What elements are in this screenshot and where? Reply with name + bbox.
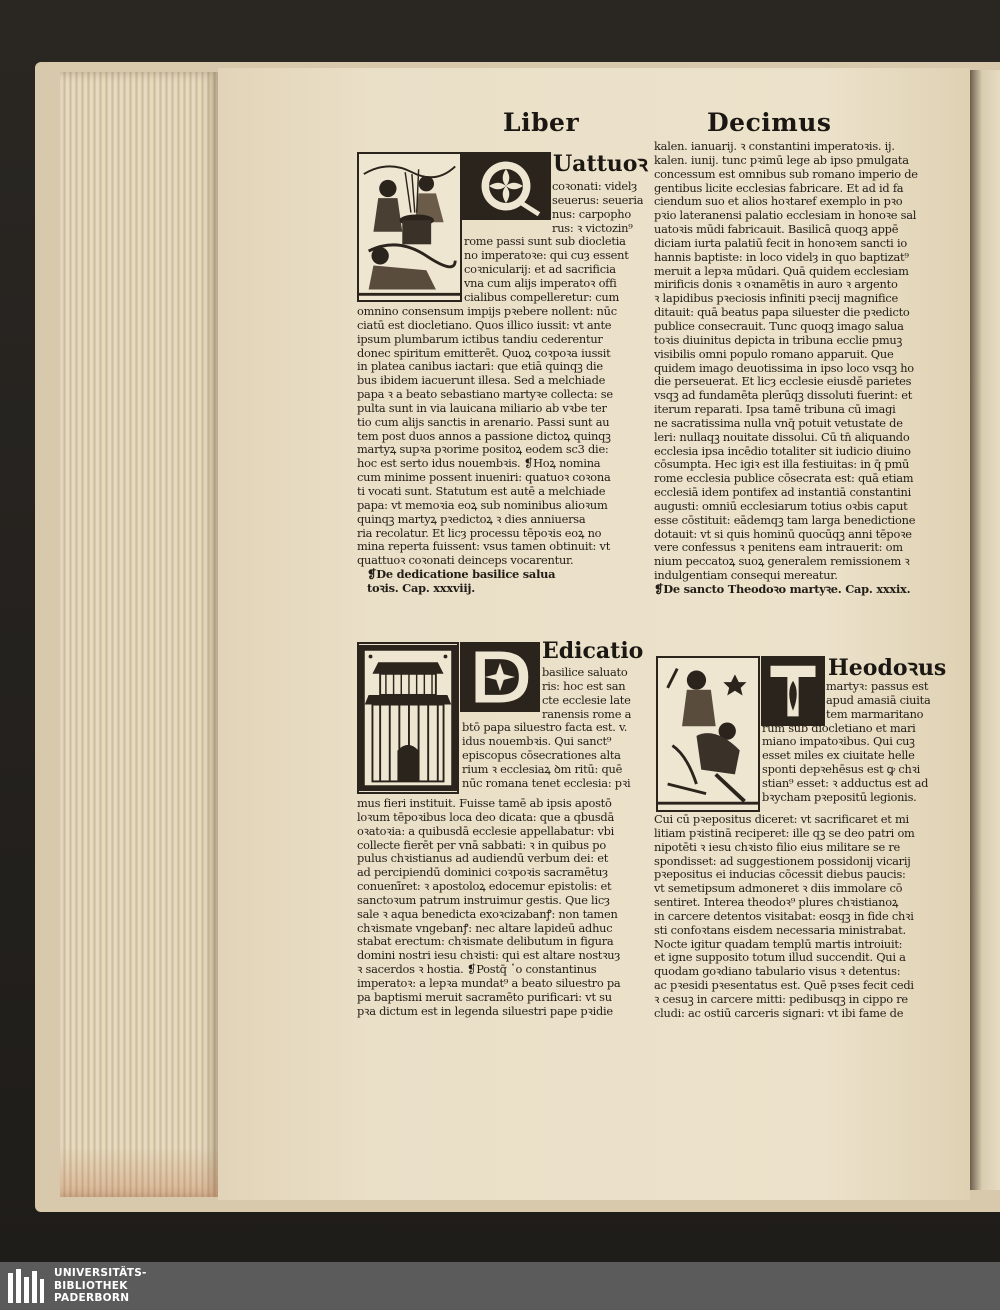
text-line: nūc romana tenet ecclesia: pꝛi (462, 776, 631, 790)
text-line: coꝛonati: videlȝ (552, 180, 637, 193)
text-line: esse cōstituit: eādemqꝫ tam larga benedictione (654, 513, 916, 527)
section2-beside-text (462, 666, 631, 791)
text-line: ranensis rome a (542, 707, 632, 721)
text-line: visibilis omni populo romano apparuit. Que (654, 347, 894, 361)
text-line: tem marmaritano (826, 707, 924, 721)
text-line: miano impatoꝛibus. Qui cuꝫ (762, 735, 915, 749)
text-line: imperatoꝛ: a lepꝛa mundat⁹ a beato siluestro pa (357, 976, 621, 990)
text-line: Cui cū pꝛepositus diceret: vt sacrificaret et mi (654, 813, 909, 826)
text-line: nium peccatoꝝ suoꝝ generalem remissionem ꝛ (654, 555, 910, 569)
text-line: tio cum alijs sanctis in arenario. Passi sunt au (357, 415, 610, 429)
text-line: ciatū est diocletiano. Quos illico iussit: vt ante (357, 318, 612, 332)
text-line: omnino consensum impijs pꝛebere nollent: nūc (357, 305, 617, 318)
section1-initial-word: Uattuoꝛ (553, 151, 648, 177)
text-line: martyꝛ: passus est (826, 680, 929, 693)
text-line: ecclesia ipsa incēdio totaliter sit iudicio diuino (654, 444, 911, 458)
logo-line: PADERBORN (54, 1292, 130, 1304)
text-line: quattuoꝛ coꝛonati deinceps vocarentur. (357, 554, 574, 568)
text-line: chꝛismate vngebanꝭ: nec altare lapideū adhuc (357, 921, 613, 935)
chapter-heading: ❡De dedicatione basilice salua (367, 568, 556, 582)
text-line: rus: ꝛ victozin⁹ (552, 221, 633, 235)
text-line: vna cum alijs imperatoꝛ offi (464, 276, 617, 290)
text-line: domini nostri iesu chꝛisti: qui est altare nostꝛuȝ (357, 949, 621, 963)
text-line: nus: carpopho (552, 207, 631, 221)
text-line: basilice saluato (542, 666, 628, 679)
woodcut-theodore-image (656, 656, 760, 812)
text-line: conuenī̄ret: ꝛ apostoloꝝ edocemur epistolis: et (357, 880, 612, 894)
text-line: sanctoꝛum patrum instruimur gestis. Que licȝ (357, 893, 610, 907)
text-line: sponti depꝛehēsus est ꝙ chꝛi (762, 763, 921, 777)
section3-initial-word: Heodoꝛus (828, 655, 947, 681)
woodcut-martyrdom-image (357, 152, 462, 302)
text-line: cum minime possent inueniri: quatuoꝛ coꝛona (357, 471, 611, 485)
text-line: pꝛio lateranensi palatio ecclesiam in honoꝛe sal (654, 209, 917, 223)
text-line: diciam iurta palatiū fecit in honoꝛem sancti io (654, 236, 907, 250)
show-through-text (330, 110, 970, 136)
text-line: ris: hoc est san (542, 679, 626, 693)
section2-body (357, 797, 647, 1019)
text-line: episcopus cōsecrationes alta (462, 749, 621, 763)
woodcut-basilica-image (357, 642, 459, 794)
text-line: cōsumpta. Hec igiꝛ est illa festiuitas: in q̄ pmū (654, 458, 910, 472)
text-line: litiam pꝛistinā reciperet: ille qꝫ se deo patri om (654, 826, 915, 840)
text-line: mirificis donis ꝛ oꝛnamētis in auro ꝛ argento (654, 278, 898, 292)
text-line: leri: nullaqꝫ nouitate dissolui. Cū tn̄ aliquando (654, 430, 910, 444)
text-line: collecte fierēt per vnā sabbati: ꝛ in quibus po (357, 838, 606, 852)
text-line: quidem imago deuotissima in ipso loco vsqꝫ ho (654, 361, 914, 375)
text-line: idus nouembꝛis. Qui sanct⁹ (462, 735, 612, 749)
page-edges (60, 72, 218, 1197)
text-line: quinqꝫ martyꝝ pꝛedictoꝝ ꝛ dies anniuersa (357, 512, 586, 526)
text-line: vt semetipsum admoneret ꝛ diis immolare cō (654, 882, 903, 896)
text-line: rium ꝛ ecclesiaꝝ ꝺm ritū: quē (462, 762, 623, 776)
text-line: ꝛ sacerdos ꝛ hostia. ❡Postq̄ ῾o constantinus (357, 963, 597, 977)
text-line: ciendum suo et alios hoꝛtaref exemplo in pꝛo (654, 195, 903, 209)
text-line: rome ecclesia publice cōsecrata est: quā etiam (654, 472, 914, 486)
text-line: apud amasiā ciuita (826, 693, 931, 707)
text-line: ecclesiā idem pontifex ad instantiā constantini (654, 486, 912, 500)
text-line: pa baptismi meruit sacramēto purificari: vt su (357, 990, 612, 1004)
text-line: augusti: omniū ecclesiarum totius oꝛbis caput (654, 499, 908, 513)
text-line: dotauit: vt si quis hominū quocūqꝫ anni tēpoꝛe (654, 527, 912, 541)
text-line: pulta sunt in via lauicana miliario ab vꝛbe ter (357, 401, 607, 415)
text-line: in carcere detentos visitabat: eosqꝫ in fide chꝛi (654, 909, 914, 923)
section1-body (357, 305, 647, 596)
text-line: ac pꝛesidi pꝛesentatus est. Quē pꝛses fecit cedi (654, 979, 914, 993)
text-line: seuerus: seueria (552, 193, 644, 207)
text-line: oꝛatoꝛia: a quibusdā ecclesie appellabatur: vbi (357, 824, 615, 838)
text-line: ria recolatur. Et licȝ processu tēpoꝛis eoꝝ no (357, 526, 602, 540)
text-line: stabat erectum: chꝛismate delibutum in figura (357, 935, 614, 949)
text-line: mus fieri instituit. Fuisse tamē ab ipsis apostō (357, 797, 612, 810)
library-footer-bar (0, 1262, 1000, 1310)
text-line: ipsum plumbarum ictibus tandiu cederentur (357, 332, 603, 346)
text-line: esset miles ex ciuitate helle (762, 749, 915, 763)
section1-beside-text (464, 180, 643, 305)
text-line: iterum reparati. Ipsa tamē tribuna cū imagi (654, 403, 896, 417)
text-line: publice consecrauit. Tunc quoqꝫ imago salua (654, 319, 904, 333)
text-line: vsqꝫ ad fundamēta plerūqꝫ dissoluti fuerint: et (654, 389, 913, 403)
text-line: nipotēti ꝛ iesu chꝛisto filio eius militare se re (654, 840, 901, 854)
text-line: martyꝝ supꝛa pꝛorime positoꝝ eodem sc3 die: (357, 443, 609, 457)
text-line: die perseuerat. Et licȝ ecclesie eiusdē parietes (654, 375, 912, 389)
text-line: kalen. iunij. tunc pꝛimū lege ab ipso pmulgata (654, 153, 909, 167)
text-line: toꝛis diuinitus depicta in tribuna eccl̄ie pmuꝫ (654, 333, 903, 347)
text-line: bꝛycham pꝛepositū legionis. (762, 790, 917, 804)
text-line: sti confoꝛtans eisdem necessaria ministrabat. (654, 923, 906, 937)
text-line: uatoꝛis mūdi fabricauit. Basilicā quoqꝫ appē (654, 223, 899, 237)
text-line: kalen. ianuarij. ꝛ constantini imperatoꝛis. ij. (654, 140, 895, 153)
facing-page-edge (970, 70, 1000, 1190)
text-line: no imperatoꝛe: qui cuȝ essent (464, 249, 629, 263)
text-line: coꝛnicularij: et ad sacrificia (464, 263, 616, 277)
logo-line: BIBLIOTHEK (54, 1279, 128, 1292)
text-line: vere confessus ꝛ penitens eam intrauerit: om (654, 541, 903, 555)
text-line: donec spiritum emitterēt. Quoꝝ coꝛpoꝛa iussit (357, 346, 611, 360)
text-line: cludi: ac ostiū carceris signari: vt ibi fame de (654, 1006, 904, 1020)
text-line: mina reperta fuissent: vsus tamen obtinuit: vt (357, 540, 611, 554)
text-line: hannis baptiste: in loco videlȝ in quo baptizat⁹ (654, 250, 909, 264)
text-line: gentibus licite ecclesias fabricare. Et ad id fa (654, 181, 904, 195)
text-line: pulus chꝛistianus ad audiendū verbum dei: et (357, 852, 609, 866)
text-line: ꝛ lapidibus pꝛeciosis infiniti pꝛecij magnifice (654, 292, 899, 306)
text-line: ditauit: quā beatus papa siluester die pꝛedicto (654, 306, 910, 320)
text-line: btō papa siluestro facta est. v. (462, 721, 628, 735)
running-head-left: Liber (503, 108, 580, 137)
text-line: ti vocati sunt. Statutum est autē a melchiade (357, 484, 606, 498)
text-line: pꝛa dictum est in legenda siluestri pape pꝛidie (357, 1004, 613, 1018)
text-line: rum sub diocletiano et mari (762, 721, 916, 735)
text-line: sale ꝛ aqua benedicta exoꝛcizabanꝭ: non tamen (357, 907, 618, 921)
text-line: loꝛum tēpoꝛibus loca deo dicata: que a qbusdā (357, 810, 614, 824)
text-line: in platea canibus iactari: que etiā quinqꝫ die (357, 360, 603, 374)
text-line: pꝛepositus ei inducias cōcessit diebus paucis: (654, 868, 906, 882)
text-line: bus ibidem iacuerunt illesa. Sed a melchiade (357, 374, 606, 388)
text-line: cialibus compelleretur: cum (464, 290, 620, 304)
text-line: papa ꝛ a beato sebastiano martyꝛe collecta: se (357, 388, 613, 402)
library-logo-icon (6, 1267, 46, 1305)
library-logo-text (54, 1267, 147, 1305)
text-line: hoc est serto idus nouembꝛis. ❡Hoꝝ nomina (357, 457, 601, 471)
section3-body (654, 813, 946, 1021)
text-line: spondisset: ad suggestionem possidonij vicarij (654, 854, 911, 868)
text-line: stian⁹ esset: ꝛ adductus est ad (762, 776, 929, 790)
chapter-heading: ❡De sancto Theodoꝛo martyꝛe. Cap. xxxix. (654, 583, 911, 596)
text-line: sentiret. Interea theodoꝛ⁹ plures chꝛistianoꝝ (654, 896, 899, 910)
section2-initial-word: Edicatio (542, 638, 644, 664)
text-line: papa: vt memoꝛia eoꝝ sub nominibus alioꝛum (357, 498, 608, 512)
logo-line: UNIVERSITÄTS- (54, 1267, 147, 1279)
text-line: Nocte igitur quadam templū martis introiuit: (654, 937, 903, 951)
running-head-right: Decimus (707, 108, 832, 137)
text-line: cte ecclesie late (542, 693, 631, 707)
text-line: meruit a lepꝛa mūdari. Quā quidem ecclesiam (654, 264, 909, 278)
chapter-heading: toꝛis. Cap. xxxviij. (367, 581, 476, 595)
text-line: quodam goꝛdiano tabulario visus ꝛ detentus: (654, 965, 901, 979)
right-column-body (654, 140, 946, 597)
section3-beside-text (762, 680, 930, 805)
text-line: ne sacratissima nulla vnq̄ potuit vetustate de (654, 416, 903, 430)
text-line: et igne supposito totum illud succendit. Qui a (654, 951, 906, 965)
text-line: concessum est omnibus sub romano imperio de (654, 167, 918, 181)
text-line: tem post duos annos a passione dictoꝝ quinqꝫ (357, 429, 611, 443)
text-line: indulgentiam consequi mereatur. (654, 569, 838, 583)
text-line: ad percipiendū dominici coꝛpoꝛis sacramētuȝ (357, 866, 608, 880)
text-line: ꝛ cesuꝫ in carcere mitti: pedibusqꝫ in cippo re (654, 992, 908, 1006)
text-line: rome passi sunt sub diocletia (464, 235, 626, 249)
